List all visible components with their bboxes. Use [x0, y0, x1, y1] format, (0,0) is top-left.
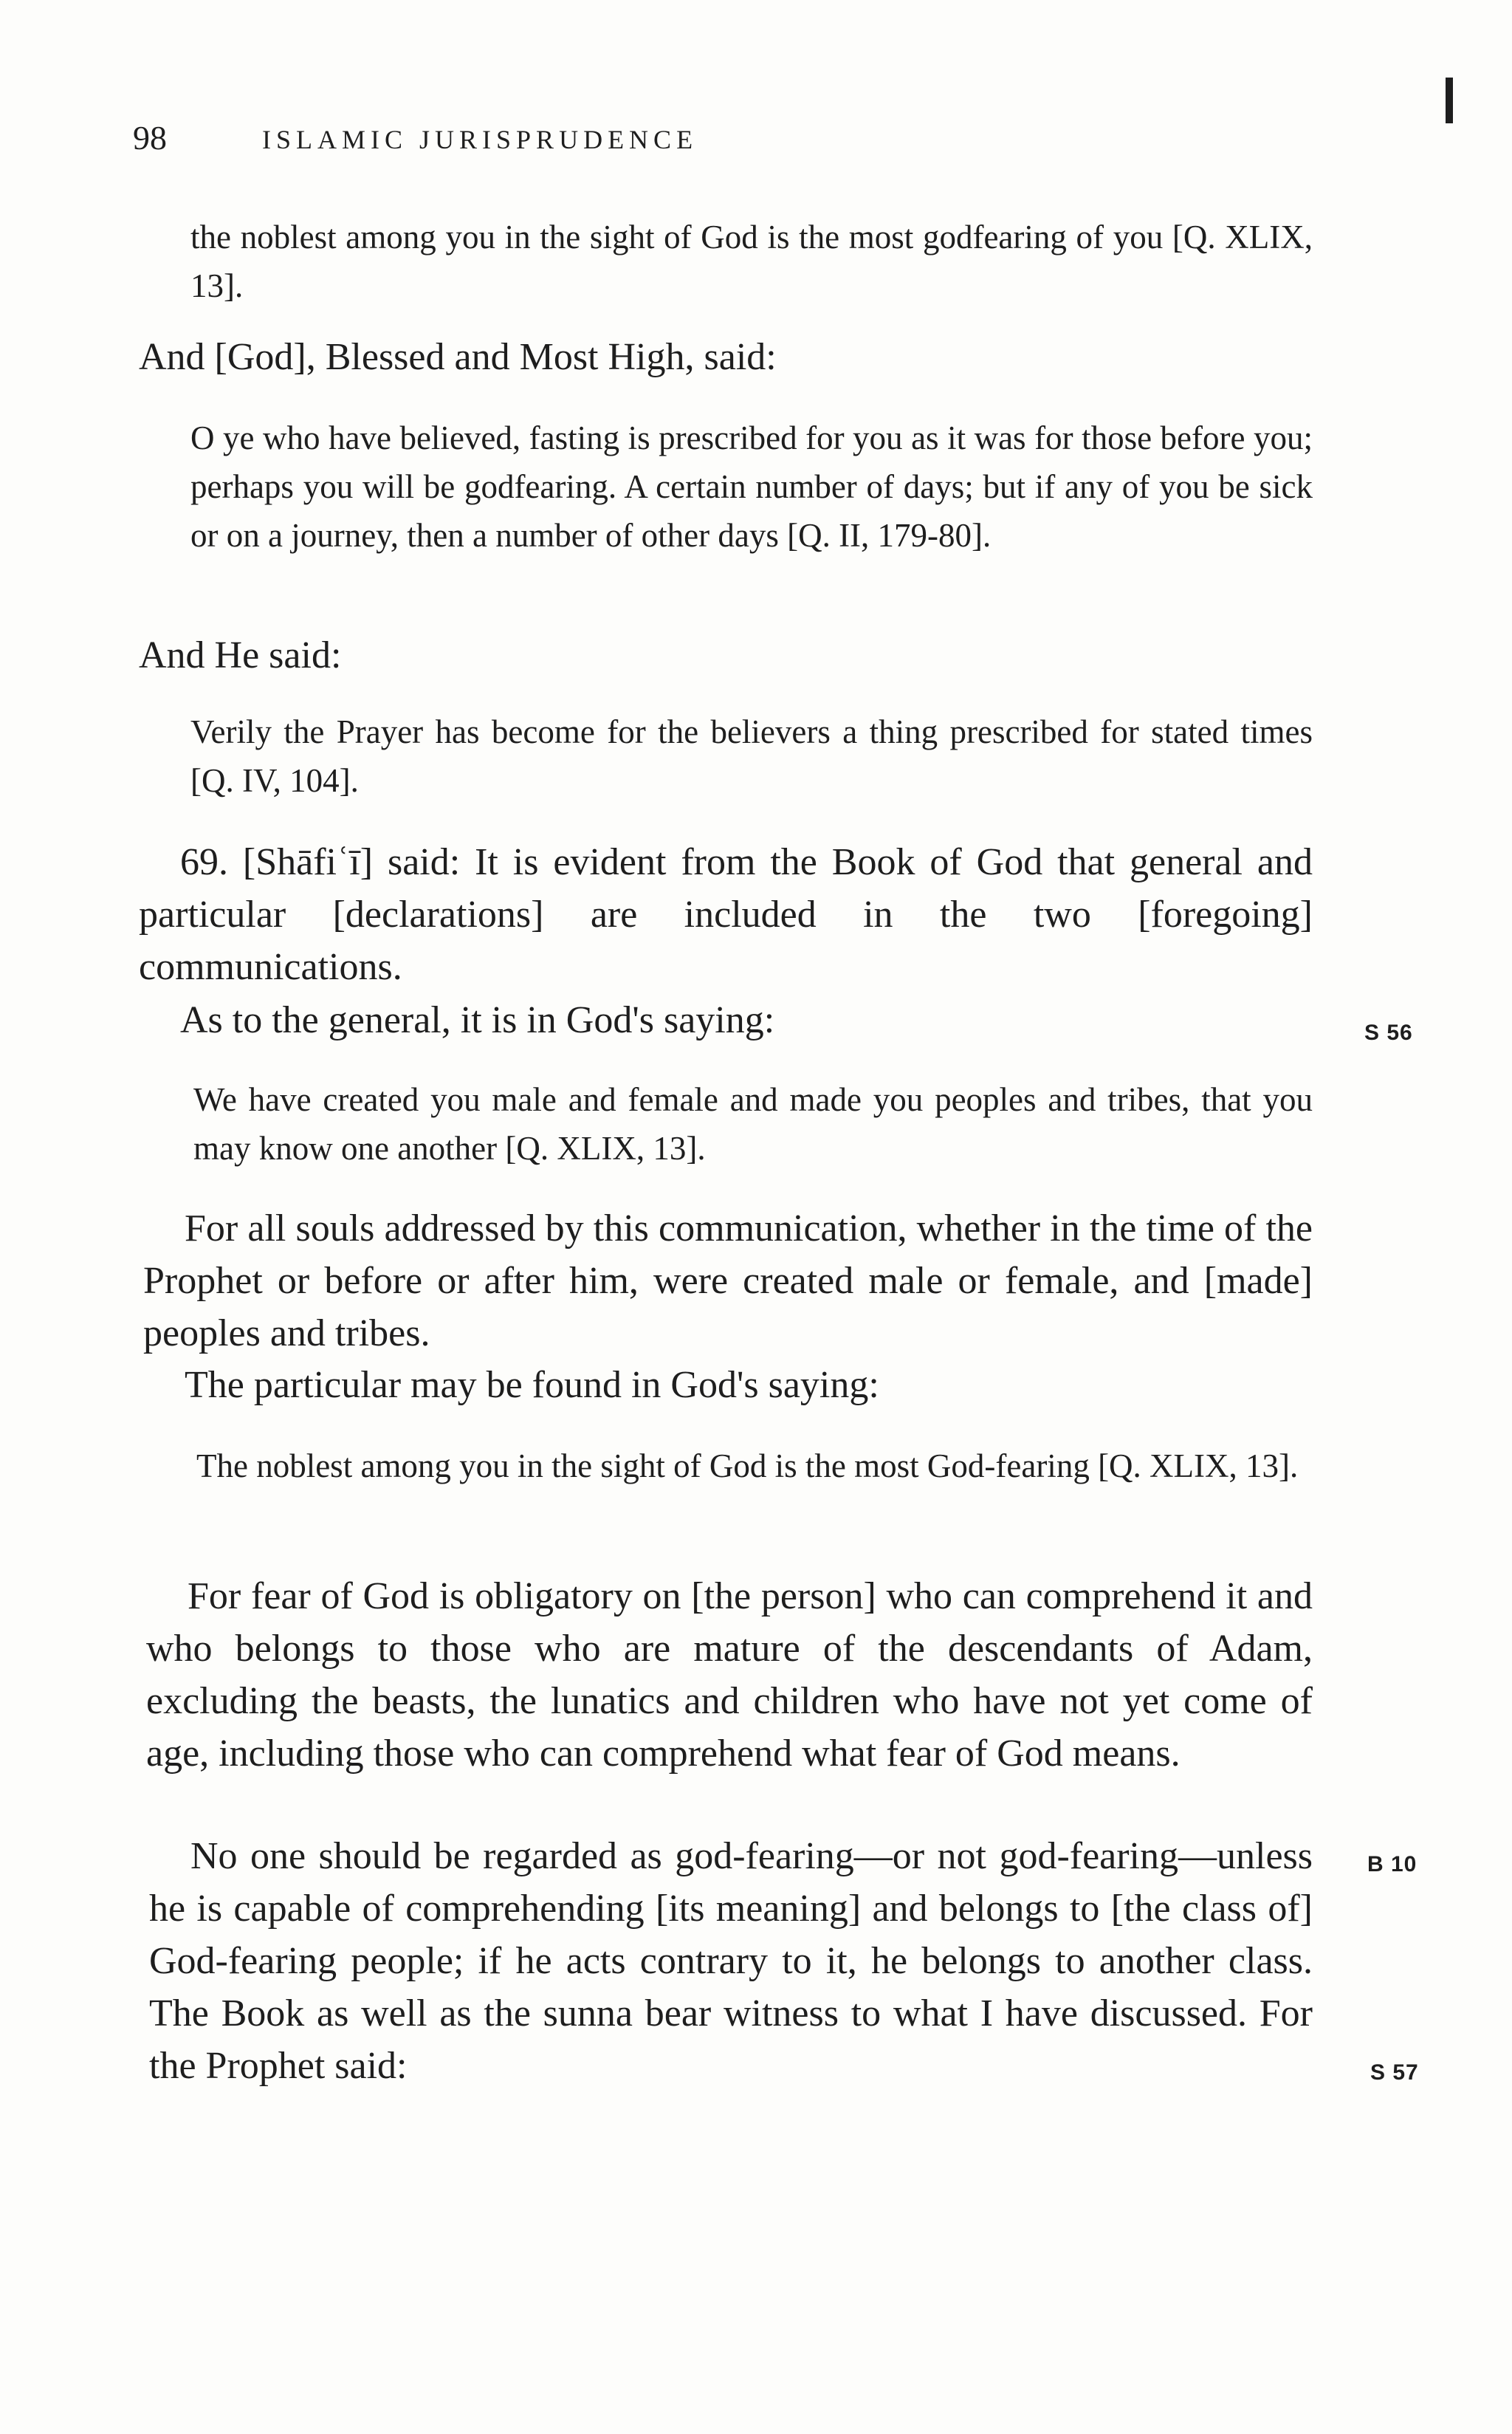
paragraph-69: 69. [Shāfiʿī] said: It is evident from the Book of God that general and particular [declarations] are included in the two [foregoing] communications. — [139, 841, 1313, 988]
paragraph-he-said: And He said: — [139, 634, 342, 676]
margin-note-s56: S 56 — [1364, 1021, 1413, 1045]
paragraph-no-one: No one should be regarded as god-fearing—or not god-fearing—unless he is capable of comprehending [its meaning] and belongs to [the class of] God-fearing people; if he acts contrary to it, he belongs to another class. The Book as well as the sunna bear witness to what I have discussed. For the Prophet said: — [149, 1835, 1313, 2087]
paragraph-general: As to the general, it is in God's saying: — [180, 999, 775, 1041]
page-number: 98 — [133, 119, 167, 157]
quotation-q-xlix-13-particular: The noblest among you in the sight of God is the most God-fearing [Q. XLIX, 13]. — [196, 1447, 1299, 1484]
paragraph-particular: The particular may be found in God's saying: — [185, 1364, 879, 1406]
paragraph-all-souls: For all souls addressed by this communication, whether in the time of the Prophet or before or after him, were created male or female, and [made] peoples and tribes. — [143, 1207, 1313, 1354]
quotation-q-ii-179-80: O ye who have believed, fasting is prescribed for you as it was for those before you; perhaps you will be godfearing. A certain number of days; but if any of you be sick or on a journey, then a number of other days [Q. II, 179-80]. — [190, 419, 1313, 554]
quotation-q-xlix-13-general: We have created you male and female and made you peoples and tribes, that you may know one another [Q. XLIX, 13]. — [193, 1081, 1313, 1167]
paragraph-fear-of-god: For fear of God is obligatory on [the person] who can comprehend it and who belongs to those who are mature of the descendants of Adam, excluding the beasts, the lunatics and children who have not yet come of age, including those who can comprehend what fear of God means. — [146, 1575, 1313, 1775]
running-header — [133, 118, 1344, 162]
margin-note-b10: B 10 — [1367, 1852, 1418, 1876]
quotation-q-iv-104: Verily the Prayer has become for the believers a thing prescribed for stated times [Q. IV, 104]. — [190, 713, 1313, 799]
quotation-q-xlix-13-continued: the noblest among you in the sight of God is the most godfearing of you [Q. XLIX, 13]. — [190, 219, 1313, 304]
running-title: ISLAMIC JURISPRUDENCE — [262, 125, 698, 154]
margin-note-s57: S 57 — [1370, 2060, 1419, 2085]
corner-mark — [1446, 78, 1453, 123]
paragraph-god-said: And [God], Blessed and Most High, said: — [139, 336, 777, 378]
